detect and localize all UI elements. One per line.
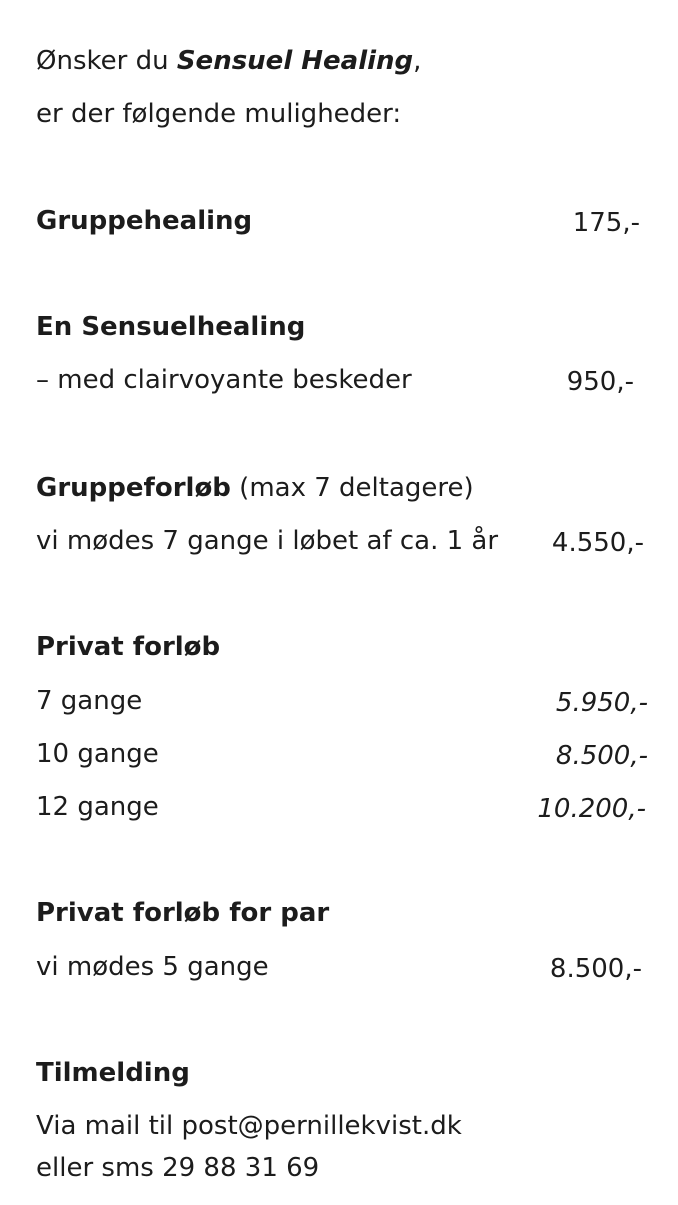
intro-line-1 — [36, 46, 421, 76]
private-option-price: 5.950,- — [555, 688, 648, 718]
signup-email-line[interactable]: Via mail til post@pernillekvist.dk — [36, 1111, 462, 1141]
group-healing-title: Gruppehealing — [36, 206, 253, 236]
group-course-title: Gruppeforløb — [36, 473, 231, 503]
private-option-label: 10 gange — [36, 739, 159, 769]
group-course-description: vi mødes 7 gange i løbet af ca. 1 år — [36, 526, 499, 556]
private-option-price: 10.200,- — [537, 794, 646, 824]
private-option-price: 8.500,- — [555, 741, 648, 771]
sensual-healing-price: 950,- — [566, 367, 634, 397]
group-course-heading — [36, 473, 474, 503]
signup-title: Tilmelding — [36, 1058, 190, 1088]
couples-course-price: 8.500,- — [549, 954, 642, 984]
group-healing-price: 175,- — [572, 208, 640, 238]
private-course-title: Privat forløb — [36, 632, 221, 662]
intro-suffix: , — [413, 46, 422, 76]
intro-line-2: er der følgende muligheder: — [36, 99, 402, 129]
sensual-healing-title: En Sensuelhealing — [36, 312, 306, 342]
private-option-label: 7 gange — [36, 686, 143, 716]
group-course-price: 4.550,- — [551, 528, 644, 558]
couples-course-description: vi mødes 5 gange — [36, 952, 269, 982]
group-course-note: (max 7 deltagere) — [230, 473, 474, 503]
private-option-label: 12 gange — [36, 792, 159, 822]
intro-prefix: Ønsker du — [36, 46, 177, 76]
sensual-healing-description: – med clairvoyante beskeder — [36, 365, 412, 395]
intro-emphasis: Sensuel Healing — [176, 46, 414, 76]
couples-course-title: Privat forløb for par — [36, 898, 330, 928]
signup-sms-line: eller sms 29 88 31 69 — [36, 1153, 320, 1183]
